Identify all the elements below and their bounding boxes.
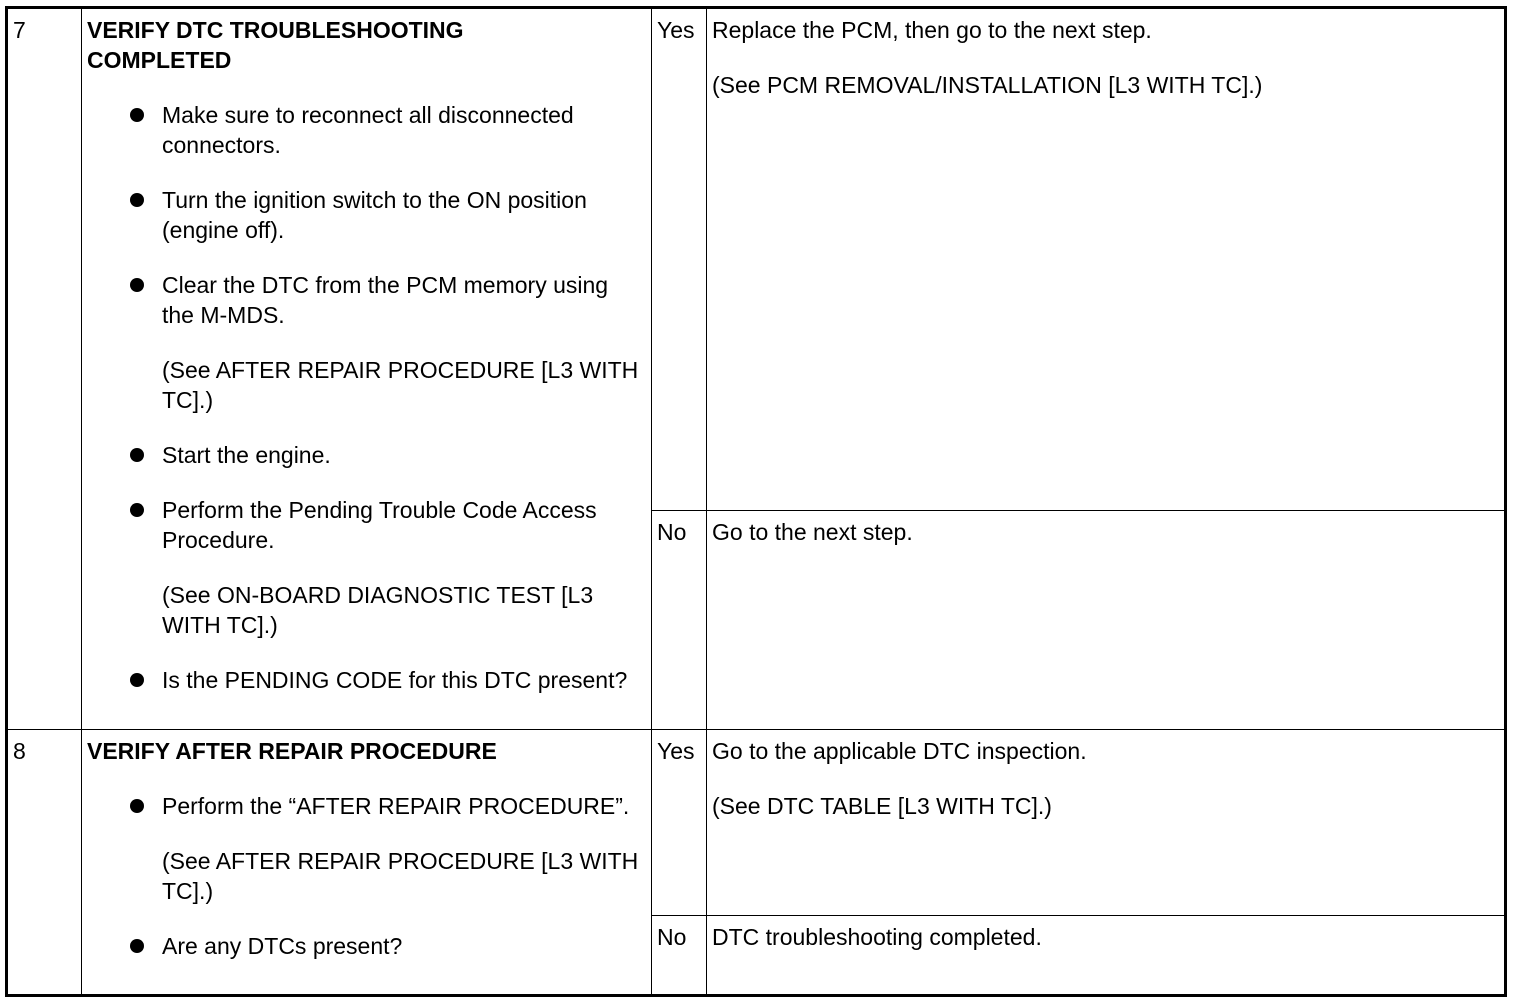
step-title-line-1: VERIFY DTC TROUBLESHOOTING: [87, 17, 464, 43]
yes-label: Yes: [652, 8, 707, 511]
step-title-line-2: COMPLETED: [87, 47, 232, 73]
check-item: [87, 440, 646, 470]
action-text: Go to the applicable DTC inspection.: [712, 738, 1087, 764]
bullet-icon: [130, 503, 144, 517]
yes-action: [707, 730, 1506, 916]
check-list: [87, 100, 646, 695]
bullet-icon: [130, 673, 144, 687]
check-item: [87, 185, 646, 245]
troubleshooting-table: [5, 6, 1507, 997]
check-text: Is the PENDING CODE for this DTC present?: [162, 667, 628, 693]
yes-action: [707, 8, 1506, 511]
check-item: [87, 665, 646, 695]
step-title: [87, 15, 646, 75]
bullet-icon: [130, 448, 144, 462]
no-label: No: [652, 916, 707, 996]
bullet-icon: [130, 799, 144, 813]
step-number: 8: [7, 730, 82, 996]
check-text: Clear the DTC from the PCM memory using the M-MDS.: [162, 272, 609, 328]
bullet-icon: [130, 108, 144, 122]
check-text: Turn the ignition switch to the ON position (engine off).: [162, 187, 587, 243]
step-8-description: [82, 730, 652, 996]
check-list: [87, 791, 646, 961]
step-number: 7: [7, 8, 82, 730]
check-text: Perform the Pending Trouble Code Access Procedure.: [162, 497, 597, 553]
bullet-icon: [130, 193, 144, 207]
no-action: [707, 511, 1506, 730]
reference-link[interactable]: (See DTC TABLE [L3 WITH TC].): [712, 793, 1052, 819]
step-8-yes-row: [7, 730, 1506, 916]
check-text: Start the engine.: [162, 442, 331, 468]
reference-link[interactable]: (See AFTER REPAIR PROCEDURE [L3 WITH TC].): [162, 357, 639, 413]
check-item: [87, 495, 646, 640]
yes-label: Yes: [652, 730, 707, 916]
step-title-line-1: VERIFY AFTER REPAIR PROCEDURE: [87, 738, 497, 764]
reference-link[interactable]: (See AFTER REPAIR PROCEDURE [L3 WITH TC].): [162, 848, 639, 904]
bullet-icon: [130, 939, 144, 953]
check-text: Make sure to reconnect all disconnected connectors.: [162, 102, 574, 158]
check-item: [87, 100, 646, 160]
step-title: [87, 736, 646, 766]
reference-link[interactable]: (See ON-BOARD DIAGNOSTIC TEST [L3 WITH TC].): [162, 582, 594, 638]
action-text: Go to the next step.: [712, 519, 913, 545]
no-label: No: [652, 511, 707, 730]
check-item: [87, 791, 646, 906]
bullet-icon: [130, 278, 144, 292]
check-item: [87, 270, 646, 415]
action-text: Replace the PCM, then go to the next step.: [712, 17, 1152, 43]
check-text: Perform the “AFTER REPAIR PROCEDURE”.: [162, 793, 630, 819]
no-action: [707, 916, 1506, 996]
action-text: DTC troubleshooting completed.: [712, 924, 1042, 950]
step-7-description: [82, 8, 652, 730]
check-text: Are any DTCs present?: [162, 933, 403, 959]
reference-link[interactable]: (See PCM REMOVAL/INSTALLATION [L3 WITH TC].): [712, 72, 1263, 98]
step-7-yes-row: [7, 8, 1506, 511]
check-item: [87, 931, 646, 961]
